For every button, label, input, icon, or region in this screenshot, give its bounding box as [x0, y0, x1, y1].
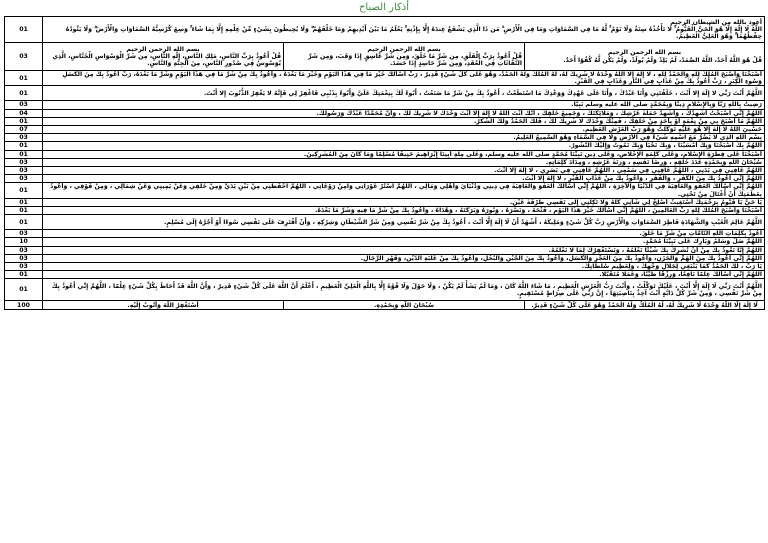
repeat-count: 03 [5, 43, 43, 71]
dhikr-text: أَصْبَحْنَا عَلَى فِطْرَةِ الْإِسْلَامِ، وَعَلَى كَلِمَةِ الْإِخْلَاصِ، وَعَلَى دِينِ نَبِيِّنَا مُحَمَّدٍ صلى الله عليه وسلم، وَعَلَى مِلَّةِ أَبِينَا إِبْرَاهِيمَ حَنِيفًا مُسْلِمًا وَمَا كَانَ مِنَ الْمُشْرِكِينَ. [43, 150, 765, 158]
repeat-count: 01 [5, 207, 43, 215]
table-row [5, 207, 765, 215]
table-row [5, 150, 765, 158]
surah-text: قُلْ أَعُوذُ بِرَبِّ النَّاسِ، مَلِكِ النَّاسِ، إِلَٰهِ النَّاسِ، مِن شَرِّ الْوَسْوَاسِ الْخَنَّاسِ، الَّذِي يُوَسْوِسُ فِي صُدُورِ النَّاسِ، مِنَ الْجِنَّةِ وَالنَّاسِ. [52, 52, 281, 68]
dhikr-text: اللَّهُ لَا إِلَٰهَ إِلَّا هُوَ الْحَيُّ الْقَيُّومُ ۚ لَا تَأْخُذُهُ سِنَةٌ وَلَا نَوْمٌ ۚ لَّهُ مَا فِي السَّمَاوَاتِ وَمَا فِي الْأَرْضِ ۗ مَن ذَا الَّذِي يَشْفَعُ عِندَهُ إِلَّا بِإِذْنِهِ ۚ يَعْلَمُ مَا بَيْنَ أَيْدِيهِمْ وَمَا خَلْفَهُمْ ۖ وَلَا يُحِيطُونَ بِشَيْءٍ مِّنْ عِلْمِهِ إِلَّا بِمَا شَاءَ ۚ وَسِعَ كُرْسِيُّهُ السَّمَاوَاتِ وَالْأَرْضَ ۖ وَلَا يَئُودُهُ حِفْظُهُمَا ۚ وَهُوَ الْعَلِيُّ الْعَظِيمُ. [65, 25, 762, 41]
repeat-count: 01 [5, 142, 43, 150]
table-row [5, 263, 765, 271]
dhikr-segment: سُبْحَانَ اللَّهِ وَبِحَمْدِهِ. [284, 301, 525, 310]
repeat-count: 100 [5, 301, 43, 310]
dhikr-text: رَضِيتُ بِاللَّهِ رَبًّا وَبِالْإِسْلَامِ دِينًا وَبِمُحَمَّدٍ صلى الله عليه وسلم نَبِيًّا. [43, 101, 765, 109]
dhikr-text: اللَّهُمَّ مَا أَصْبَحَ بِي مِنْ نِعْمَةٍ أَوْ بِأَحَدٍ مِنْ خَلْقِكَ ، فَمِنْكَ وَحْدَكَ لَا شَرِيكَ لَكَ ، فَلَكَ الْحَمْدُ وَلَكَ الشُّكْرُ. [43, 117, 765, 125]
adhkar-table [4, 16, 765, 310]
dhikr-text: اللَّهُمَّ إِنِّي أَعُوذُ بِكَ مِنَ الْهَمِّ وَالْحَزَنِ، وَأَعُوذُ بِكَ مِنَ الْعَجْزِ وَالْكَسَلِ، وَأَعُوذُ بِكَ مِنَ الْجُبْنِ وَالْبُخْلِ، وَأَعُوذُ بِكَ مِنْ غَلَبَةِ الدَّيْنِ، وَقَهْرِ الرِّجَالِ. [43, 254, 765, 262]
repeat-count: 01 [5, 183, 43, 198]
table-row [5, 134, 765, 142]
repeat-count: 03 [5, 158, 43, 166]
dhikr-heading: أعوذ بالله من الشيطان الرجيم [670, 18, 762, 26]
surah-text: قُلْ أَعُوذُ بِرَبِّ الْفَلَقِ، مِن شَرِّ مَا خَلَقَ، وَمِن شَرِّ غَاسِقٍ إِذَا وَقَبَ، وَمِن شَرِّ النَّفَّاثَاتِ فِي الْعُقَدِ، وَمِن شَرِّ حَاسِدٍ إِذَا حَسَدَ. [307, 52, 522, 68]
surah-heading: بسم الله الرحمن الرحيم [126, 45, 200, 53]
repeat-count: 03 [5, 254, 43, 262]
surah-cell-nas [43, 43, 284, 71]
dhikr-text: يَا رَبِّ ، لَكَ الْحَمْدُ كَمَا يَنْبَغِي لِجَلَالِ وَجْهِكَ ، وَلِعَظِيمِ سُلْطَانِكَ. [43, 263, 765, 271]
dhikr-text: اللَّهُمَّ إِنِّي أَعُوذُ بِكَ مِنَ الْكُفْرِ ، وَالْفَقْرِ ، وَأَعُوذُ بِكَ مِنْ عَذَابِ الْقَبْرِ ، لَا إِلَهَ إِلَّا أَنْتَ. [43, 175, 765, 183]
dhikr-text: اللَّهُمَّ عَافِنِي فِي بَدَنِي ، اللَّهُمَّ عَافِنِي فِي سَمْعِي ، اللَّهُمَّ عَافِنِي فِي بَصَرِي ، لَا إِلَهَ إِلَّا أَنْتَ. [43, 167, 765, 175]
adhkar-page [4, 0, 764, 543]
table-row [5, 86, 765, 101]
repeat-count: 03 [5, 167, 43, 175]
dhikr-text: أَعُوذُ بِكَلِمَاتِ اللَّهِ التَّامَّاتِ مِنْ شَرِّ مَا خَلَقَ. [43, 230, 765, 238]
table-row [5, 142, 765, 150]
repeat-count: 01 [5, 117, 43, 125]
repeat-count: 03 [5, 134, 43, 142]
dhikr-text: اللَّهُمَّ بِكَ أَصْبَحْنَا وَبِكَ أَمْسَيْنَا ، وَبِكَ نَحْيَا وَبِكَ نَمُوتُ وَإِلَيْكَ النُّشُورُ. [43, 142, 765, 150]
table-row [5, 158, 765, 166]
repeat-count: 01 [5, 271, 43, 279]
table-row [5, 215, 765, 230]
repeat-count: 10 [5, 238, 43, 246]
dhikr-cell [43, 17, 765, 43]
dhikr-text: سُبْحَانَ اللَّهِ وَبِحَمْدِهِ عَدَدَ خَلْقِهِ ، وَرِضَا نَفْسِهِ ، وَزِنَةَ عَرْشِهِ ، وَمِدَادَ كَلِمَاتِهِ. [43, 158, 765, 166]
table-row [5, 183, 765, 198]
dhikr-text: اللَّهُمَّ إِنِّي أَصْبَحْتُ أُشْهِدُكَ ، وَأُشْهِدُ حَمَلَةَ عَرْشِكَ ، وَمَلَائِكَتَكَ ، وَجَمِيعَ خَلْقِكَ ، أَنَّكَ أَنْتَ اللَّهُ لَا إِلَهَ إِلَّا أَنْتَ وَحْدَكَ لَا شَرِيكَ لَكَ ، وَأَنَّ مُحَمَّدًا عَبْدُكَ وَرَسُولُكَ. [43, 109, 765, 117]
repeat-count: 04 [5, 109, 43, 117]
dhikr-text: اللَّهُمَّ إِنَّا نَعُوذُ بِكَ مِنْ أَنْ نُشْرِكَ بِكَ شَيْئًا نَعْلَمُهُ ، وَنَسْتَغْفِرُكَ لِمَا لَا نَعْلَمُهُ. [43, 246, 765, 254]
table-row [5, 109, 765, 117]
dhikr-text: بِسْمِ اللَّهِ الَّذِي لَا يَضُرُّ مَعَ اسْمِهِ شَيْءٌ فِي الْأَرْضِ وَلَا فِي السَّمَاءِ وَهُوَ السَّمِيعُ الْعَلِيمُ. [43, 134, 765, 142]
table-row [5, 71, 765, 86]
dhikr-text: أَصْبَحْنَا وَأَصْبَحَ الْمُلْكُ لِلَّهِ وَالْحَمْدُ لِلَّهِ ، لَا إِلَهَ إِلَّا اللَّهُ وَحْدَهُ لَا شَرِيكَ لَهُ، لَهُ الْمُلْكُ وَلَهُ الْحَمْدُ، وَهُوَ عَلَى كُلِّ شَيْءٍ قَدِيرٌ ، رَبِّ أَسْأَلُكَ خَيْرَ مَا فِي هَذَا الْيَوْمِ وَخَيْرَ مَا بَعْدَهُ ، وَأَعُوذُ بِكَ مِنْ شَرِّ مَا فِي هَذَا الْيَوْمِ وَشَرِّ مَا بَعْدَهُ، رَبِّ أَعُوذُ بِكَ مِنَ الْكَسَلِ وَسُوءِ الْكِبَرِ ، رَبِّ أَعُوذُ بِكَ مِنْ عَذَابٍ فِي النَّارِ وَعَذَابٍ فِي الْقَبْرِ. [43, 71, 765, 86]
repeat-count: 03 [5, 101, 43, 109]
repeat-count: 01 [5, 71, 43, 86]
table-row-surahs [5, 43, 765, 71]
table-row [5, 117, 765, 125]
repeat-count: 01 [5, 17, 43, 43]
dhikr-text: اللَّهُمَّ أَنْتَ رَبِّي لا إِلَهَ إِلا أَنْتَ ، خَلَقْتَنِي وَأَنَا عَبْدُكَ ، وَأَنَا عَلَى عَهْدِكَ وَوَعْدِكَ مَا اسْتَطَعْتُ ، أَعُوذُ بِكَ مِنْ شَرِّ مَا صَنَعْتُ ، أَبُوءُ لَكَ بِنِعْمَتِكَ عَلَيَّ وَأَبُوءُ بِذَنْبِي فَاغْفِرْ لِي فَإِنَّهُ لا يَغْفِرُ الذُّنُوبَ إِلا أَنْتَ. [43, 86, 765, 101]
repeat-count: 03 [5, 246, 43, 254]
table-row-ayat-kursi [5, 17, 765, 43]
table-row [5, 279, 765, 301]
dhikr-segment: لَا إِلَهَ إِلَّا اللَّهُ وَحْدَهُ لَا شَرِيكَ لَهُ، لَهُ الْمُلْكُ وَلَهُ الْحَمْدُ وَهُوَ عَلَى كُلِّ شَيْءٍ قَدِيرٌ. [525, 301, 765, 310]
table-row [5, 271, 765, 279]
repeat-count: 03 [5, 230, 43, 238]
table-row [5, 246, 765, 254]
table-row [5, 198, 765, 206]
dhikr-text: اللَّهُمَّ إِنِّي أَسْأَلُكَ عِلْمًا نَافِعًا، وَرِزْقًا طَيِّبًا، وَعَمَلًا مُتَقَبَّلًا. [43, 271, 765, 279]
surah-heading: بسم الله الرحمن الرحيم [607, 49, 682, 57]
table-row [5, 230, 765, 238]
repeat-count: 01 [5, 215, 43, 230]
surah-cell-ikhlas [525, 43, 765, 71]
dhikr-text: اللَّهُمَّ أَنْتَ رَبِّي لَا إِلَهَ إِلَّا أَنْتَ ، عَلَيْكَ تَوَكَّلْتُ ، وَأَنْتَ رَبُّ الْعَرْشِ الْعَظِيمِ ، مَا شَاءَ اللَّهُ كَانَ ، وَمَا لَمْ يَشَأْ لَمْ يَكُنْ ، وَلَا حَوْلَ وَلَا قُوَّةَ إِلَّا بِاللَّهِ الْعَلِيِّ الْعَظِيمِ ، أَعْلَمُ أَنَّ اللَّهَ عَلَى كُلِّ شَيْءٍ قَدِيرٌ ، وَأَنَّ اللَّهَ قَدْ أَحَاطَ بِكُلِّ شَيْءٍ عِلْمًا ، اللَّهُمَّ إِنِّي أَعُوذُ بِكَ مِنْ شَرِّ نَفْسِي ، وَمِنْ شَرِّ كُلِّ دَابَّةٍ أَنْتَ آخِذٌ بِنَاصِيَتِهَا ، إِنَّ رَبِّي عَلَى صِرَاطٍ مُسْتَقِيمٍ. [43, 279, 765, 301]
table-row [5, 254, 765, 262]
repeat-count: 01 [5, 279, 43, 301]
repeat-count: 01 [5, 150, 43, 158]
surah-cell-falaq [284, 43, 525, 71]
repeat-count: 01 [5, 86, 43, 101]
dhikr-text: اللَّهُمَّ عَالِمَ الْغَيْبِ وَالشَّهَادَةِ فَاطِرَ السَّمَاوَاتِ وَالْأَرْضِ رَبَّ كُلِّ شَيْءٍ وَمَلِيكَهُ ، أَشْهَدُ أَنْ لَا إِلَهَ إِلَّا أَنْتَ ، أَعُوذُ بِكَ مِنْ شَرِّ نَفْسِي وَمِنْ شَرِّ الشَّيْطَانِ وَشِرْكِهِ ، وَأَنْ أَقْتَرِفَ عَلَى نَفْسِي سُوءًا أَوْ أَجُرَّهُ إِلَى مُسْلِمٍ. [43, 215, 765, 230]
repeat-count: 01 [5, 198, 43, 206]
surah-heading: بسم الله الرحمن الرحيم [367, 45, 441, 53]
table-row-hundred [5, 301, 765, 310]
table-row [5, 175, 765, 183]
page-title: أذكار الصباح [358, 2, 410, 13]
surah-text: قُلْ هُوَ اللَّهُ أَحَدٌ، اللَّهُ الصَّمَدُ، لَمْ يَلِدْ وَلَمْ يُولَدْ، وَلَمْ يَكُن لَّهُ كُفُوًا أَحَدٌ. [563, 56, 762, 64]
repeat-count: 07 [5, 126, 43, 134]
repeat-count: 03 [5, 175, 43, 183]
dhikr-text: حَسْبِيَ اللَّهُ لَا إِلَهَ إِلَّا هُوَ عَلَيْهِ تَوَكَّلْتُ وَهُوَ رَبُّ الْعَرْشِ الْعَظِيمِ. [43, 126, 765, 134]
adhkar-table-body [5, 17, 765, 310]
table-row [5, 167, 765, 175]
dhikr-text: اللَّهُمَّ صَلِّ وَسَلِّمْ وَبَارِكْ عَلَى نَبِيِّنَا مُحَمَّدٍ. [43, 238, 765, 246]
table-row [5, 238, 765, 246]
dhikr-text: يَا حَيُّ يَا قَيُّومُ بِرَحْمَتِكَ أَسْتَغِيثُ أَصْلِحْ لِي شَأْنِي كُلَّهُ وَلَا تَكِلْنِي إِلَى نَفْسِي طَرْفَةَ عَيْنٍ. [43, 198, 765, 206]
table-row [5, 101, 765, 109]
repeat-count: 03 [5, 263, 43, 271]
dhikr-segment: أَسْتَغْفِرُ اللَّهَ وَأَتُوبُ إِلَيْهِ. [43, 301, 284, 310]
dhikr-text: أَصْبَحْنَا وَأَصْبَحَ الْمُلْكُ لِلَّهِ رَبِّ الْعَالَمِينَ ، اللَّهُمَّ إِنِّي أَسْأَلُكَ خَيْرَ هَذَا الْيَوْمِ ، فَتْحَهُ ، وَنَصْرَهُ ، وَنُورَهُ وَبَرَكَتَهُ ، وَهُدَاهُ ، وَأَعُوذُ بِكَ مِنْ شَرِّ مَا فِيهِ وَشَرِّ مَا بَعْدَهُ. [43, 207, 765, 215]
table-row [5, 126, 765, 134]
dhikr-text: اللَّهُمَّ إِنِّي أَسْأَلُكَ الْعَفْوَ وَالْعَافِيَةَ فِي الدُّنْيَا وَالْآخِرَةِ ، اللَّهُمَّ إِنِّي أَسْأَلُكَ الْعَفْوَ وَالْعَافِيَةَ فِي دِينِي وَدُنْيَايَ وَأَهْلِي وَمَالِي ، اللَّهُمَّ اسْتُرْ عَوْرَاتِي وَآمِنْ رَوْعَاتِي ، اللَّهُمَّ احْفَظْنِي مِنْ بَيْنِ يَدَيَّ وَمِنْ خَلْفِي وَعَنْ يَمِينِي وَعَنْ شِمَالِي ، وَمِنْ فَوْقِي ، وَأَعُوذُ بِعَظَمَتِكَ أَنْ أُغْتَالَ مِنْ تَحْتِي. [43, 183, 765, 198]
